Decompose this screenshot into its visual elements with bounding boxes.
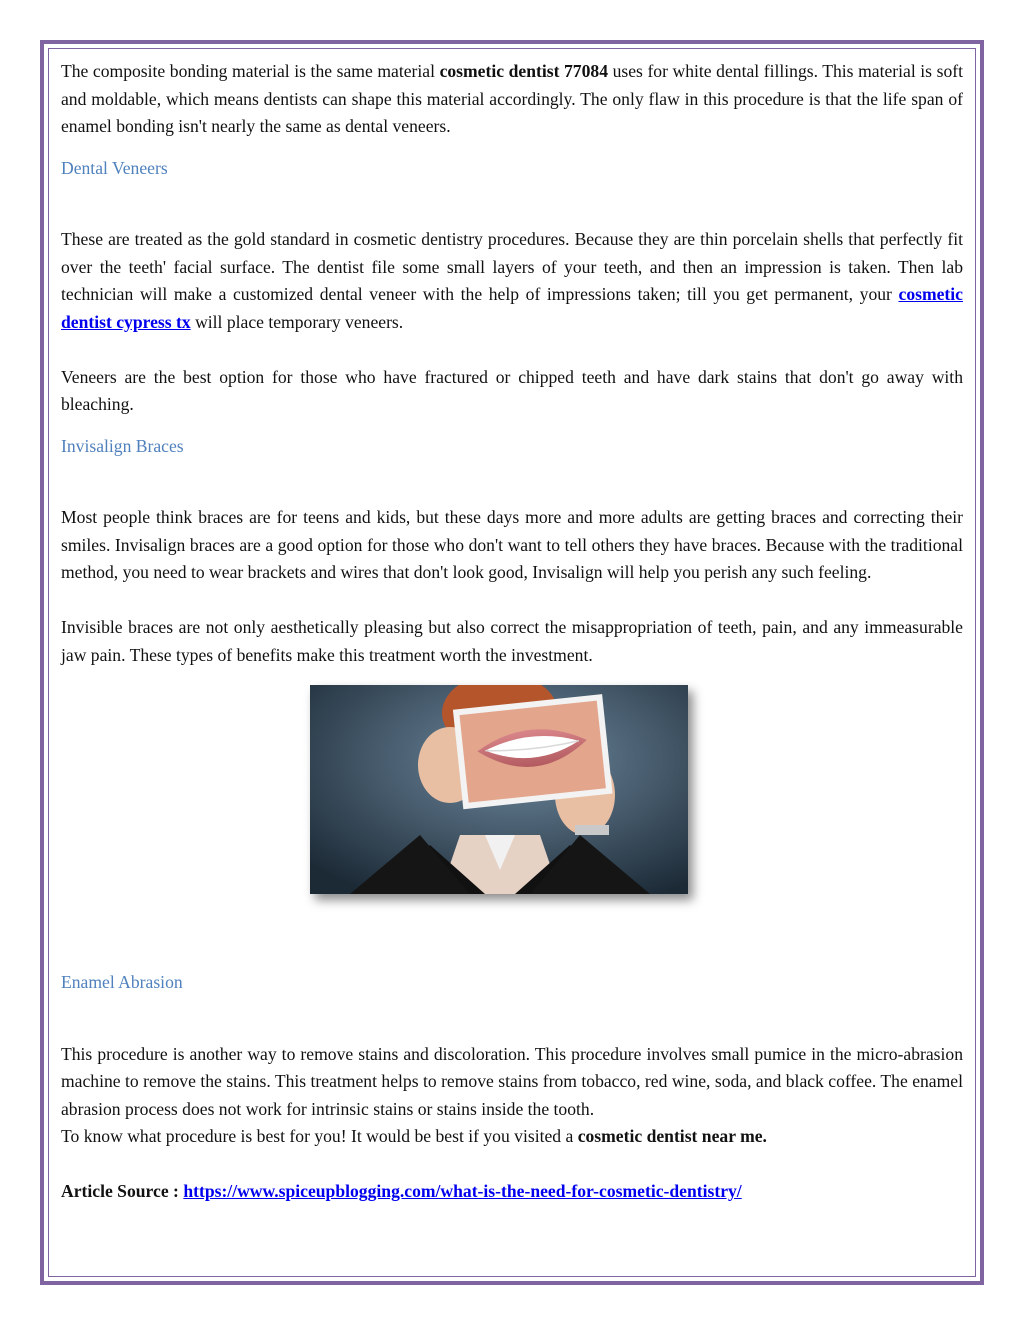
article-source-label: Article Source : xyxy=(61,1181,184,1201)
veneers-text-before: These are treated as the gold standard in cosmetic dentistry procedures. Because they are thin porcelain shells that perfectly fit over the teeth' facial surface. The dentist file some small layers of your teeth, and then an impression is taken. Then lab technician will make a customized dental veneer with the help of impressions taken; till you get permanent, your xyxy=(61,229,963,304)
heading-dental-veneers: Dental Veneers xyxy=(61,157,168,178)
intro-text-after: uses for white dental fillings. This material is soft and moldable, which means dentists can shape this material accordingly. The only flaw in this procedure is that the life span of enamel bonding isn't nearly the same as dental veneers. xyxy=(61,61,963,136)
heading-invisalign-braces: Invisalign Braces xyxy=(61,435,184,456)
article-source xyxy=(61,1178,963,1206)
veneers-text-after: will place temporary veneers. xyxy=(190,311,404,332)
cosmetic-dentist-cypress-link[interactable]: cosmetic dentist cypress tx xyxy=(61,284,963,332)
invisalign-paragraph-2: Invisible braces are not only aesthetically pleasing but also correct the misappropriation of teeth, pain, and any immeasurable jaw pain. These types of benefits make this treatment worth the investment. xyxy=(61,617,963,665)
veneers-paragraph-1 xyxy=(61,226,963,336)
abrasion-paragraph-1: This procedure is another way to remove stains and discoloration. This procedure involves small pumice in the micro-abrasion machine to remove the stains. This treatment helps to remove stains from tobacco, red wine, soda, and black coffee. The enamel abrasion process does not work for intrinsic stains or stains inside the tooth. xyxy=(61,1043,963,1119)
intro-text-before: The composite bonding material is the same material xyxy=(61,61,440,81)
intro-bold-keyword: cosmetic dentist 77084 xyxy=(439,61,608,81)
article-source-link[interactable]: https://www.spiceupblogging.com/what-is-the-need-for-cosmetic-dentistry/ xyxy=(183,1181,742,1201)
intro-paragraph xyxy=(61,58,963,141)
heading-enamel-abrasion: Enamel Abrasion xyxy=(61,972,183,992)
abrasion-paragraph-2 xyxy=(61,1123,963,1151)
invisalign-paragraph-1: Most people think braces are for teens and kids, but these days more and more adults are getting braces and correcting their smiles. Invisalign braces are a good option for those who don't want to tell others they have braces. Because with the traditional method, you need to wear brackets and wires that don't look good, Invisalign will help you perish any such feeling. xyxy=(61,507,963,582)
cosmetic-dentist-near-me: cosmetic dentist near me. xyxy=(577,1126,767,1146)
document-body xyxy=(61,58,963,1206)
abrasion-text-before: To know what procedure is best for you! It would be best if you visited a xyxy=(61,1126,578,1146)
veneers-paragraph-2: Veneers are the best option for those who have fractured or chipped teeth and have dark stains that don't go away with bleaching. xyxy=(61,366,963,414)
figure-wrapper xyxy=(61,685,963,955)
smile-photo xyxy=(310,685,688,894)
